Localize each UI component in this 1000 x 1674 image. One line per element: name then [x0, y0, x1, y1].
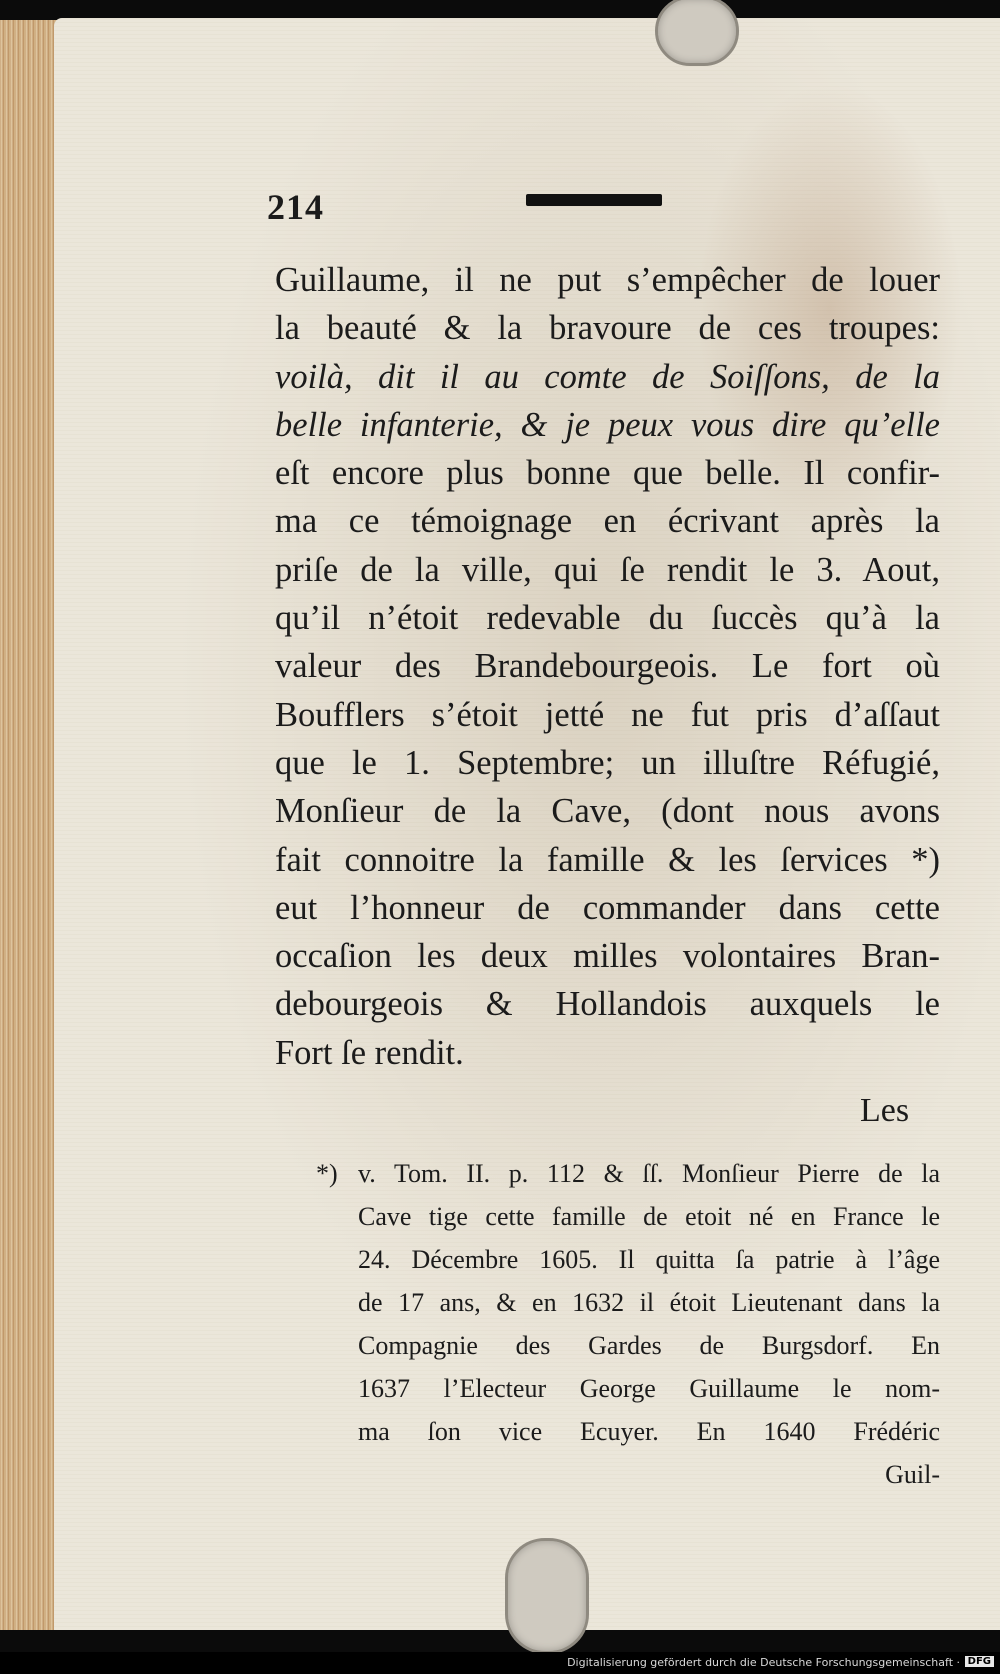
footnote [316, 1152, 940, 1496]
footer-credit: Digitalisierung gefördert durch die Deutsche Forschungsgemeinschaft · [567, 1656, 960, 1669]
body-line: belle infanterie, & je peux vous dire qu’elle [275, 405, 940, 444]
body-line: priſe de la ville, qui ſe rendit le 3. Aout, [275, 550, 940, 589]
body-line: Guillaume, il ne put s’empêcher de louer [275, 261, 940, 299]
page-clip-top [655, 0, 739, 66]
body-line: Boufflers s’étoit jetté ne fut pris d’aſſaut [275, 695, 940, 734]
body-line: occaſion les deux milles volontaires Bran- [275, 937, 940, 976]
footnote-line: v. Tom. II. p. 112 & ſſ. Monſieur Pierre de la [358, 1159, 940, 1188]
footnote-line: 24. Décembre 1605. Il quitta ſa patrie à l’âge [358, 1245, 940, 1274]
digitization-footer [0, 1652, 1000, 1674]
body-line: valeur des Brandebourgeois. Le fort où [275, 647, 940, 686]
footnote-line: 1637 l’Electeur George Guillaume le nom- [358, 1374, 940, 1403]
body-line: voilà, dit il au comte de Soiſſons, de la [275, 357, 940, 396]
body-line: debourgeois & Hollandois auxquels le [275, 985, 940, 1024]
footnote-mark: *) [316, 1159, 338, 1188]
dfg-logo: DFG [965, 1656, 994, 1667]
header-rule [526, 194, 662, 206]
body-line: Monſieur de la Cave, (dont nous avons [275, 792, 940, 831]
body-line: qu’il n’étoit redevable du ſuccès qu’à la [275, 599, 940, 638]
page-clip-bottom [505, 1538, 589, 1654]
footnote-line: Guil- [885, 1460, 940, 1489]
body-line: la beauté & la bravoure de ces troupes: [275, 309, 940, 348]
footnote-line: ma ſon vice Ecuyer. En 1640 Frédéric [358, 1417, 940, 1446]
catchword: Les [860, 1092, 910, 1129]
body-line: eſt encore plus bonne que belle. Il confir- [275, 454, 940, 493]
body-line: Fort ſe rendit. [275, 1033, 464, 1072]
body-line: fait connoitre la famille & les ſervices *) [275, 840, 940, 879]
footnote-line: Compagnie des Gardes de Burgsdorf. En [358, 1331, 940, 1360]
body-line: eut l’honneur de commander dans cette [275, 888, 940, 927]
body-text [275, 256, 940, 1077]
body-line: que le 1. Septembre; un illuſtre Réfugié, [275, 743, 940, 782]
body-line: ma ce témoignage en écrivant après la [275, 502, 940, 541]
footnote-line: Cave tige cette famille de etoit né en France le [358, 1202, 940, 1231]
footnote-line: de 17 ans, & en 1632 il étoit Lieutenant dans la [358, 1288, 940, 1317]
page-number: 214 [267, 187, 324, 227]
book-page-edges [0, 20, 62, 1630]
